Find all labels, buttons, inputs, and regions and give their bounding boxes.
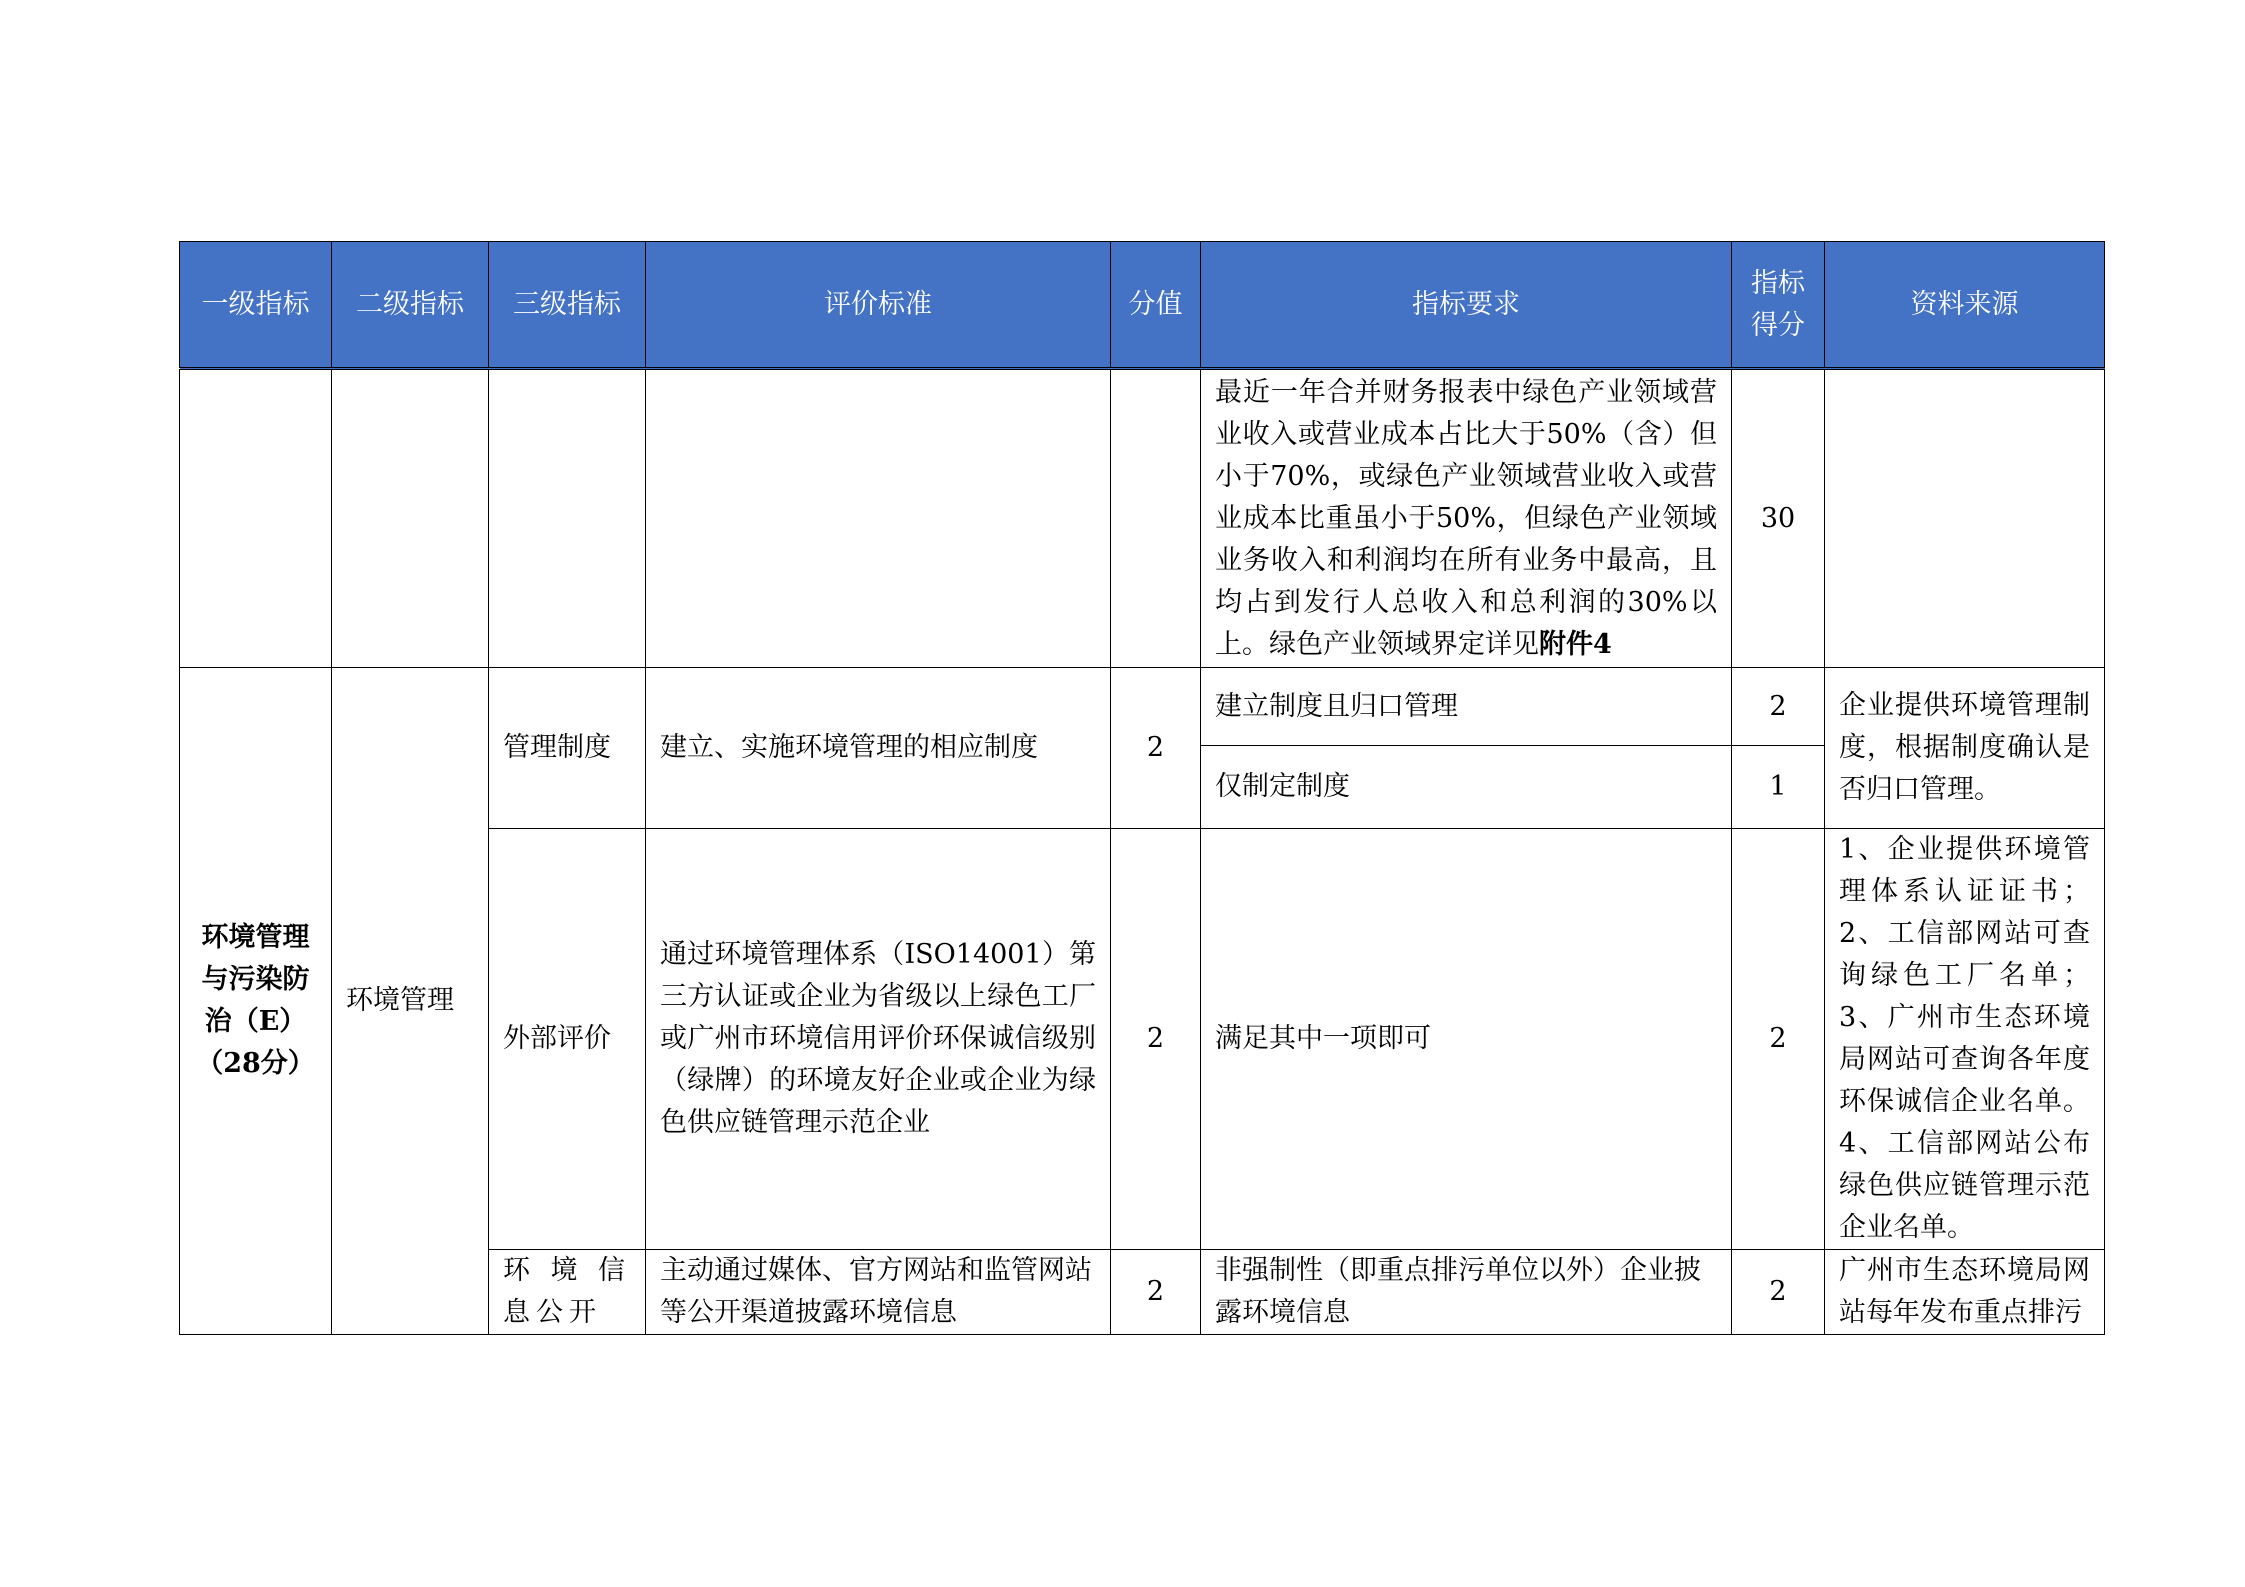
cell-empty <box>332 369 489 668</box>
criteria-cell: 建立、实施环境管理的相应制度 <box>646 668 1111 829</box>
requirement-cell <box>1201 369 1732 668</box>
header-level2: 二级指标 <box>332 242 489 369</box>
header-level3: 三级指标 <box>489 242 646 369</box>
table-row <box>180 668 2105 746</box>
value-cell: 2 <box>1111 1250 1201 1335</box>
cell-empty <box>646 369 1111 668</box>
header-source: 资料来源 <box>1825 242 2105 369</box>
source-cell: 企业提供环境管理制度，根据制度确认是否归口管理。 <box>1825 668 2105 829</box>
level2-cell: 环境管理 <box>332 668 489 1335</box>
source-cell: 1、企业提供环境管理体系认证证书；2、工信部网站可查询绿色工厂名单；3、广州市生态环境局网站可查询各年度环保诚信企业名单。4、工信部网站公布绿色供应链管理示范企业名单。 <box>1825 829 2105 1250</box>
requirement-cell: 仅制定制度 <box>1201 746 1732 829</box>
score-cell: 2 <box>1732 1250 1825 1335</box>
level1-cell: 环境管理与污染防治（E）（28分） <box>180 668 332 1335</box>
criteria-cell: 主动通过媒体、官方网站和监管网站等公开渠道披露环境信息 <box>646 1250 1111 1335</box>
score-cell: 1 <box>1732 746 1825 829</box>
score-cell: 2 <box>1732 668 1825 746</box>
table-row <box>180 369 2105 668</box>
appendix-ref: 附件4 <box>1539 628 1612 660</box>
header-criteria: 评价标准 <box>646 242 1111 369</box>
header-requirement: 指标要求 <box>1201 242 1732 369</box>
source-cell: 广州市生态环境局网站每年发布重点排污 <box>1825 1250 2105 1335</box>
score-cell: 30 <box>1732 369 1825 668</box>
cell-empty <box>489 369 646 668</box>
requirement-text: 最近一年合并财务报表中绿色产业领域营业收入或营业成本占比大于50%（含）但小于70%，或绿色产业领域营业收入或营业成本比重虽小于50%，但绿色产业领域业务收入和利润均在所有业务中最高，且均占到发行人总收入和总利润的30%以上。绿色产业领域界定详见 <box>1215 376 1717 660</box>
cell-empty <box>1111 369 1201 668</box>
level3-cell: 环境信息公开 <box>489 1250 646 1335</box>
requirement-cell: 建立制度且归口管理 <box>1201 668 1732 746</box>
value-cell: 2 <box>1111 668 1201 829</box>
header-value: 分值 <box>1111 242 1201 369</box>
requirement-cell: 非强制性（即重点排污单位以外）企业披露环境信息 <box>1201 1250 1732 1335</box>
score-cell: 2 <box>1732 829 1825 1250</box>
cell-empty <box>1825 369 2105 668</box>
header-level1: 一级指标 <box>180 242 332 369</box>
table-header-row <box>180 242 2105 369</box>
cell-empty <box>180 369 332 668</box>
evaluation-table <box>179 241 2105 1335</box>
value-cell: 2 <box>1111 829 1201 1250</box>
header-score: 指标得分 <box>1732 242 1825 369</box>
level3-cell: 外部评价 <box>489 829 646 1250</box>
level3-cell: 管理制度 <box>489 668 646 829</box>
criteria-cell: 通过环境管理体系（ISO14001）第三方认证或企业为省级以上绿色工厂或广州市环境信用评价环保诚信级别（绿牌）的环境友好企业或企业为绿色供应链管理示范企业 <box>646 829 1111 1250</box>
requirement-cell: 满足其中一项即可 <box>1201 829 1732 1250</box>
